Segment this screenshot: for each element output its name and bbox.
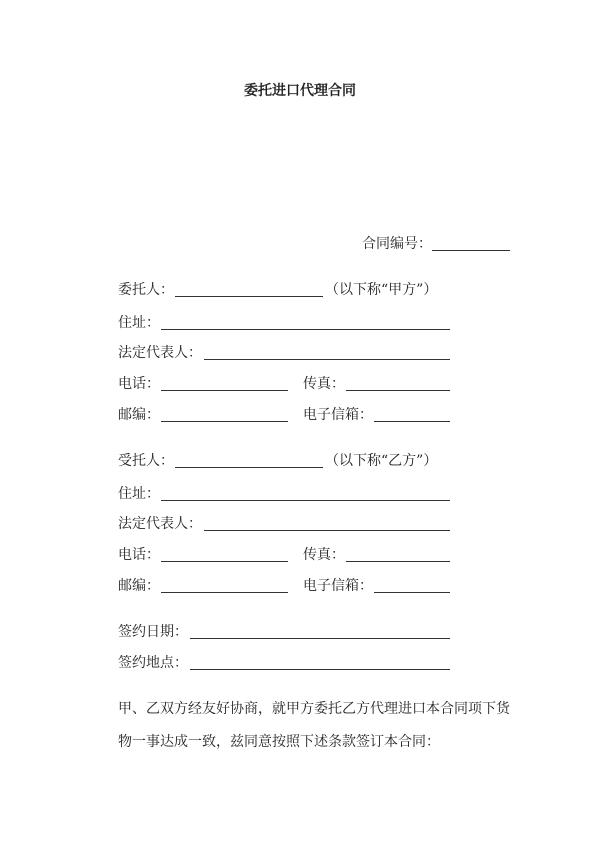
party-b-address-field[interactable]	[161, 500, 450, 501]
party-a-name-field[interactable]	[175, 296, 323, 297]
signing-date-label: 签约日期：	[118, 624, 188, 640]
party-a-rep-label: 法定代表人：	[118, 345, 202, 361]
party-b-address-label: 住址：	[118, 486, 160, 502]
party-b-email-label: 电子信箱：	[303, 578, 373, 594]
contract-number-field[interactable]	[432, 250, 510, 251]
party-b-rep-field[interactable]	[204, 530, 450, 531]
signing-place-label: 签约地点：	[118, 655, 188, 671]
signing-place-field[interactable]	[190, 669, 450, 670]
party-b-postcode-field[interactable]	[161, 592, 288, 593]
party-a-address-label: 住址：	[118, 315, 160, 331]
signing-date-field[interactable]	[190, 638, 450, 639]
party-b-phone-field[interactable]	[161, 561, 288, 562]
party-a-address-field[interactable]	[161, 329, 450, 330]
party-a-fax-label: 传真：	[303, 376, 345, 392]
party-b-phone-label: 电话：	[118, 547, 160, 563]
contract-number-label: 合同编号：	[362, 236, 432, 252]
party-b-name-label: 受托人：	[118, 453, 174, 469]
party-b-email-field[interactable]	[374, 592, 450, 593]
party-b-name-field[interactable]	[175, 467, 323, 468]
party-a-rep-field[interactable]	[204, 359, 450, 360]
party-a-phone-field[interactable]	[161, 390, 288, 391]
party-b-fax-field[interactable]	[346, 561, 450, 562]
party-b-fax-label: 传真：	[303, 547, 345, 563]
party-a-name-suffix: （以下称“甲方”）	[325, 282, 438, 298]
party-a-phone-label: 电话：	[118, 376, 160, 392]
party-a-email-field[interactable]	[374, 421, 450, 422]
agreement-paragraph: 甲、乙双方经友好协商，就甲方委托乙方代理进口本合同项下货物一事达成一致，兹同意按照下述条款签订本合同：	[118, 701, 510, 750]
party-a-email-label: 电子信箱：	[303, 407, 373, 423]
document-title: 委托进口代理合同	[244, 83, 356, 99]
party-b-rep-label: 法定代表人：	[118, 516, 202, 532]
party-a-name-label: 委托人：	[118, 282, 174, 298]
contract-number	[362, 234, 432, 254]
party-a-postcode-field[interactable]	[161, 421, 288, 422]
party-a-postcode-label: 邮编：	[118, 407, 160, 423]
party-b-name-suffix: （以下称“乙方”）	[325, 453, 438, 469]
party-b-postcode-label: 邮编：	[118, 578, 160, 594]
party-a-fax-field[interactable]	[346, 390, 450, 391]
